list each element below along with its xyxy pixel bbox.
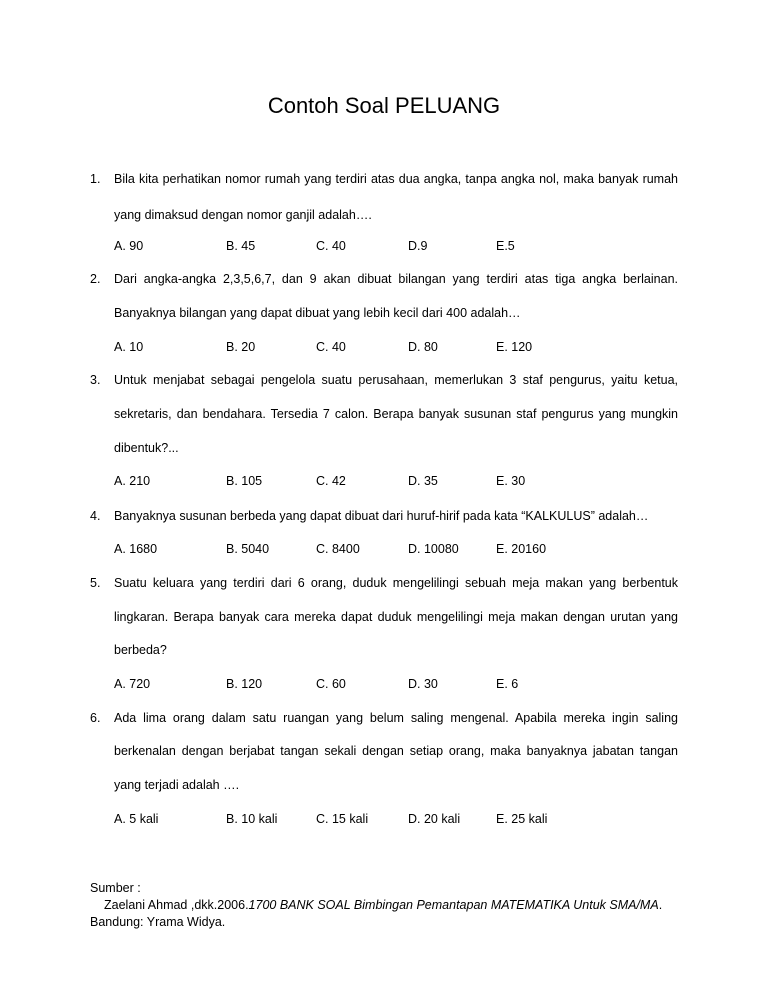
question-text-line: Banyaknya susunan berbeda yang dapat dibuat dari huruf-hirif pada kata “KALKULUS” adalah… [114, 509, 649, 523]
option-a: A. 210 [114, 474, 151, 488]
page-title: Contoh Soal PELUANG [267, 93, 501, 118]
option-d: D. 10080 [408, 542, 459, 556]
option-a: A. 720 [114, 677, 151, 691]
option-e: E. 20160 [496, 542, 547, 556]
answer-options [114, 812, 678, 828]
source-book-title: 1700 BANK SOAL Bimbingan Pemantapan MATEMATIKA Untuk SMA/MA [248, 898, 659, 912]
option-c: C. 42 [316, 474, 346, 488]
option-e: E.5 [496, 239, 515, 253]
option-a: A. 10 [114, 340, 144, 354]
option-c: C. 40 [316, 239, 346, 253]
question-text-line: yang terjadi adalah …. [114, 778, 240, 792]
answer-options [114, 239, 678, 255]
option-b: B. 10 kali [226, 812, 278, 826]
option-c: C. 15 kali [316, 812, 369, 826]
question-text-line: dibentuk?... [114, 441, 179, 455]
option-d: D.9 [408, 239, 428, 253]
question-text-line: Bila kita perhatikan nomor rumah yang terdiri atas dua angka, tanpa angka nol, maka banyak rumah [114, 172, 678, 186]
question-number: 5. [90, 576, 101, 590]
option-b: B. 20 [226, 340, 256, 354]
option-d: D. 80 [408, 340, 438, 354]
option-b: B. 120 [226, 677, 263, 691]
option-b: B. 105 [226, 474, 263, 488]
question-text-line: yang dimaksud dengan nomor ganjil adalah…. [114, 208, 372, 222]
answer-options [114, 474, 678, 490]
option-e: E. 30 [496, 474, 526, 488]
question-text-line: Banyaknya bilangan yang dapat dibuat yang lebih kecil dari 400 adalah… [114, 306, 521, 320]
option-b: B. 45 [226, 239, 256, 253]
option-d: D. 20 kali [408, 812, 461, 826]
question-text-line: berkenalan dengan berjabat tangan sekali dengan setiap orang, maka banyaknya jabatan tangan [114, 744, 678, 758]
question-number: 3. [90, 373, 101, 387]
option-e: E. 120 [496, 340, 533, 354]
option-c: C. 40 [316, 340, 346, 354]
source-author: Zaelani Ahmad ,dkk.2006. [104, 898, 249, 912]
question-number: 4. [90, 509, 101, 523]
option-a: A. 5 kali [114, 812, 159, 826]
option-d: D. 35 [408, 474, 438, 488]
source-publisher: Bandung: Yrama Widya. [90, 915, 226, 929]
option-b: B. 5040 [226, 542, 270, 556]
question-number: 6. [90, 711, 101, 725]
option-d: D. 30 [408, 677, 438, 691]
answer-options [114, 542, 678, 558]
option-e: E. 6 [496, 677, 519, 691]
question-text-line: Dari angka-angka 2,3,5,6,7, dan 9 akan dibuat bilangan yang terdiri atas tiga angka berlainan. [114, 272, 678, 286]
option-c: C. 8400 [316, 542, 360, 556]
question-text-line: lingkaran. Berapa banyak cara mereka dapat duduk mengelilingi meja makan dengan urutan yang [114, 610, 678, 624]
source-end: . [658, 898, 663, 912]
source-citation [90, 880, 690, 931]
question-text-line: Suatu keluara yang terdiri dari 6 orang, duduk mengelilingi sebuah meja makan yang berbentuk [114, 576, 678, 590]
answer-options [114, 677, 678, 693]
option-e: E. 25 kali [496, 812, 548, 826]
source-label: Sumber : [90, 881, 141, 895]
source-reference [90, 897, 690, 914]
question-number: 2. [90, 272, 101, 286]
question-text-line: sekretaris, dan bendahara. Tersedia 7 calon. Berapa banyak susunan staf pengurus yang mungkin [114, 407, 678, 421]
option-c: C. 60 [316, 677, 346, 691]
option-a: A. 1680 [114, 542, 158, 556]
question-text-line: Ada lima orang dalam satu ruangan yang belum saling mengenal. Apabila mereka ingin saling [114, 711, 678, 725]
question-text-line: Untuk menjabat sebagai pengelola suatu perusahaan, memerlukan 3 staf pengurus, yaitu ketua, [114, 373, 678, 387]
answer-options [114, 340, 678, 356]
question-text-line: berbeda? [114, 643, 167, 657]
question-number: 1. [90, 172, 101, 186]
option-a: A. 90 [114, 239, 144, 253]
